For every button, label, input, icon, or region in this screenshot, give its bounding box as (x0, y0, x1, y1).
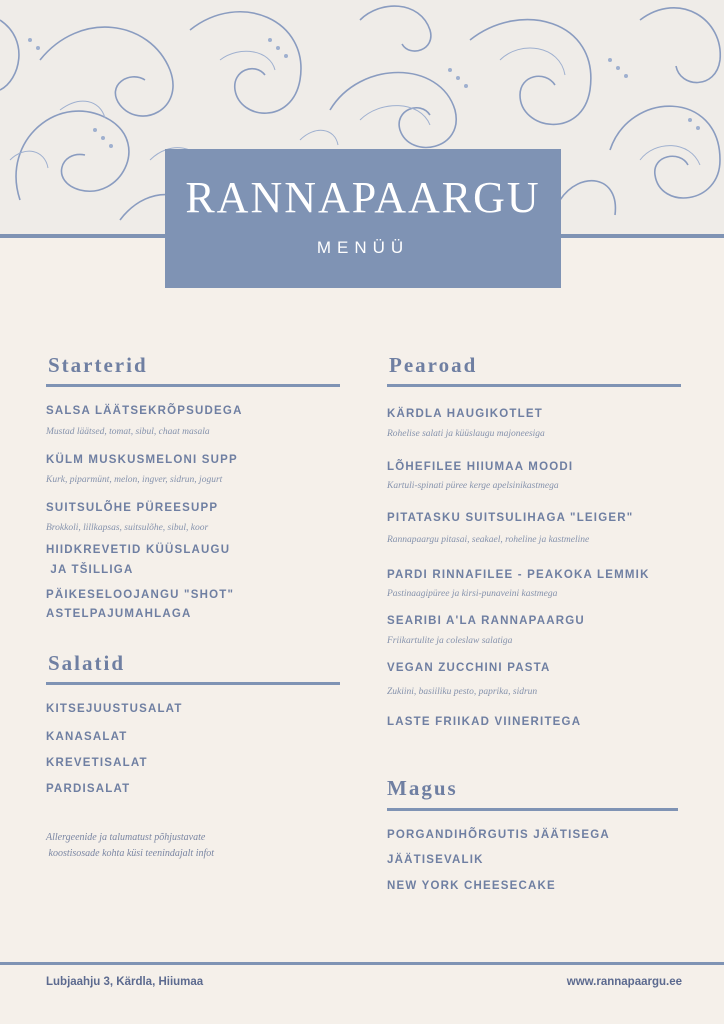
menu-item: PÄIKESELOOJANGU "SHOT" (46, 589, 235, 601)
menu-item-description: Zukiini, basiiliku pesto, paprika, sidrun (387, 687, 538, 697)
menu-item-description: Brokkoli, lillkapsas, suitsulõhe, sibul, koor (46, 523, 209, 533)
menu-item: KITSEJUUSTUSALAT (46, 703, 183, 715)
menu-item-description: Kurk, piparmünt, melon, ingver, sidrun, jogurt (46, 475, 223, 485)
section-rule-starters (46, 384, 340, 387)
menu-item: VEGAN ZUCCHINI PASTA (387, 662, 551, 674)
title-box (165, 149, 561, 288)
menu-item-continued: ASTELPAJUMAHLAGA (46, 608, 192, 620)
menu-item: KÜLM MUSKUSMELONI SUPP (46, 454, 238, 466)
menu-item-description: Kartuli-spinati püree kerge apelsinikastmega (387, 481, 559, 491)
allergen-note-line2: koostisosade kohta küsi teenindajalt infot (46, 848, 215, 859)
menu-item: PARDI RINNAFILEE - PEAKOKA LEMMIK (387, 569, 650, 581)
section-title-desserts: Magus (387, 776, 458, 800)
menu-item-continued: JA TŠILLIGA (46, 564, 134, 576)
restaurant-name: RANNAPAARGU (185, 173, 541, 222)
menu-item: JÄÄTISEVALIK (387, 854, 484, 866)
menu-subtitle: MENÜÜ (316, 238, 410, 257)
section-title-starters: Starterid (48, 353, 148, 377)
menu-item: PARDISALAT (46, 783, 131, 795)
menu-item-description: Pastinaagipüree ja kirsi-punaveini kastmega (387, 589, 558, 599)
menu-item: LASTE FRIIKAD VIINERITEGA (387, 716, 582, 728)
allergen-note-line1: Allergeenide ja talumatust põhjustavate (46, 832, 206, 843)
menu-item: SALSA LÄÄTSEKRÕPSUDEGA (46, 405, 243, 417)
menu-item-description: Friikartulite ja coleslaw salatiga (387, 636, 513, 646)
menu-item-description: Rannapaargu pitasai, seakael, roheline ja kastmeline (387, 535, 590, 545)
menu-item: HIIDKREVETID KÜÜSLAUGU (46, 544, 231, 556)
menu-item: PITATASKU SUITSULIHAGA "LEIGER" (387, 512, 634, 524)
menu-item: PORGANDIHÕRGUTIS JÄÄTISEGA (387, 829, 610, 841)
footer-address: Lubjaahju 3, Kärdla, Hiiumaa (46, 976, 204, 988)
menu-item: KÄRDLA HAUGIKOTLET (387, 408, 543, 420)
menu-item: LÕHEFILEE HIIUMAA MOODI (387, 461, 574, 473)
section-rule-desserts (387, 808, 678, 811)
menu-item: KANASALAT (46, 731, 128, 743)
footer-divider (0, 962, 724, 965)
section-rule-salads (46, 682, 340, 685)
footer-website-link[interactable]: www.rannapaargu.ee (566, 976, 682, 988)
section-rule-mains (387, 384, 681, 387)
menu-item-description: Mustad läätsed, tomat, sibul, chaat masala (46, 427, 210, 437)
menu-item: KREVETISALAT (46, 757, 148, 769)
menu-item: SUITSULÕHE PÜREESUPP (46, 502, 219, 514)
menu-item-description: Rohelise salati ja küüslaugu majoneesiga (387, 429, 545, 439)
section-title-mains: Pearoad (389, 353, 478, 377)
menu-item: NEW YORK CHEESECAKE (387, 880, 556, 892)
section-title-salads: Salatid (48, 651, 126, 675)
menu-item: SEARIBI A'LA RANNAPAARGU (387, 615, 585, 627)
